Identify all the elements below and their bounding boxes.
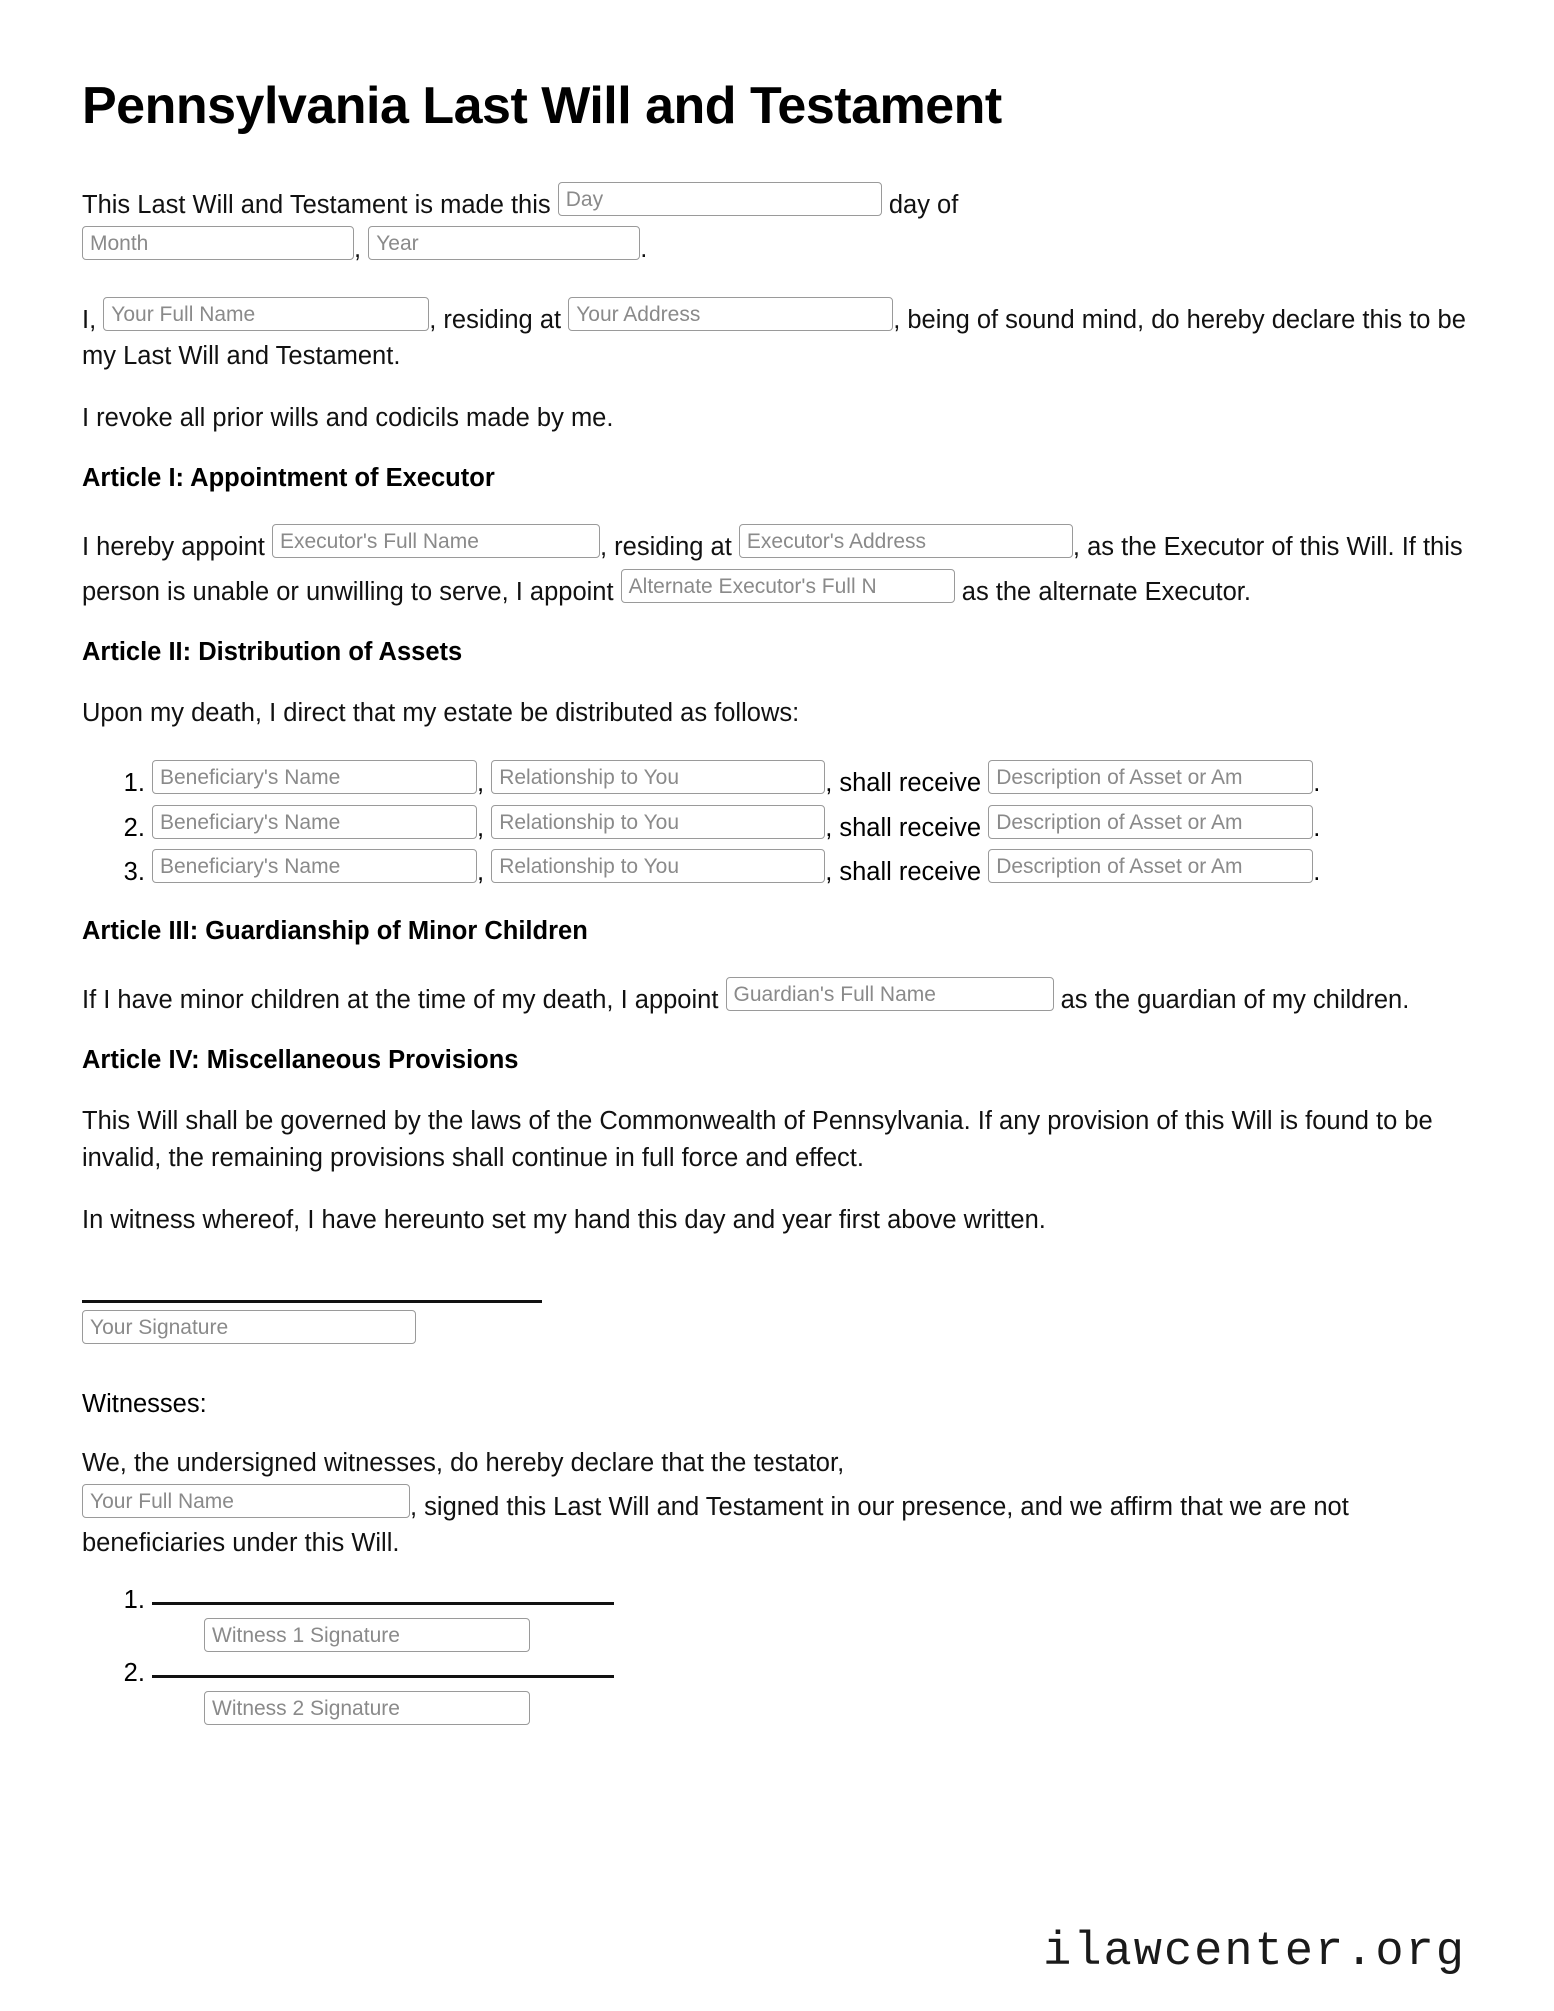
witness-2-rule xyxy=(152,1675,614,1678)
testator-address-input[interactable]: Your Address xyxy=(568,297,893,331)
shall-receive-text-3: , shall receive xyxy=(825,858,982,887)
article-1-heading: Article I: Appointment of Executor xyxy=(82,464,495,493)
beneficiary-name-input-1[interactable]: Beneficiary's Name xyxy=(152,760,477,794)
article-3-text-2: as the guardian of my children. xyxy=(1060,986,1410,1015)
beneficiary-comma-2: , xyxy=(477,813,485,842)
witnesses-heading: Witnesses: xyxy=(82,1390,207,1419)
article-3-heading: Article III: Guardianship of Minor Children xyxy=(82,916,588,945)
article-4-heading: Article IV: Miscellaneous Provisions xyxy=(82,1046,519,1075)
year-input[interactable]: Year xyxy=(368,226,640,260)
witness-2-field-wrap xyxy=(152,1688,1466,1728)
article-3-text-1: If I have minor children at the time of my death, I appoint xyxy=(82,986,719,1015)
beneficiary-list xyxy=(82,757,1466,889)
testator-full-name-input[interactable]: Your Full Name xyxy=(103,297,429,331)
beneficiary-asset-input-2[interactable]: Description of Asset or Am xyxy=(988,805,1313,839)
beneficiary-relationship-input-3[interactable]: Relationship to You xyxy=(491,849,825,883)
executor-address-input[interactable]: Executor's Address xyxy=(739,524,1073,558)
revocation-paragraph: I revoke all prior wills and codicils made by me. xyxy=(82,404,614,432)
witness-declaration-text-1: We, the undersigned witnesses, do hereby declare that the testator, xyxy=(82,1449,845,1478)
list-item xyxy=(152,757,1466,800)
beneficiary-name-input-2[interactable]: Beneficiary's Name xyxy=(152,805,477,839)
article-1-text-3: , as the Executor of this Will. If this person is unable or unwilling to serve, I appoint xyxy=(82,533,1463,606)
witness-declaration-paragraph xyxy=(82,1445,1466,1562)
article-1-text-1: I hereby appoint xyxy=(82,533,265,562)
date-lead-text: This Last Will and Testament is made this xyxy=(82,191,551,220)
alternate-executor-name-input[interactable]: Alternate Executor's Full N xyxy=(621,569,955,603)
month-input[interactable]: Month xyxy=(82,226,354,260)
beneficiary-asset-input-1[interactable]: Description of Asset or Am xyxy=(988,760,1313,794)
witness-signature-list xyxy=(82,1588,1466,1728)
witness-testator-name-input[interactable]: Your Full Name xyxy=(82,1484,410,1518)
signature-block xyxy=(82,1300,1466,1346)
beneficiary-relationship-input-1[interactable]: Relationship to You xyxy=(491,760,825,794)
date-paragraph xyxy=(82,179,1466,267)
testator-signature-input[interactable]: Your Signature xyxy=(82,1310,416,1344)
signature-rule xyxy=(82,1300,542,1303)
beneficiary-name-input-3[interactable]: Beneficiary's Name xyxy=(152,849,477,883)
list-item xyxy=(152,846,1466,889)
article-1-text-2: , residing at xyxy=(599,533,732,562)
page-title: Pennsylvania Last Will and Testament xyxy=(82,77,1002,135)
site-watermark: ilawcenter.org xyxy=(1043,1926,1466,1979)
declaration-prefix: I, xyxy=(82,305,97,334)
comma-after-month: , xyxy=(354,235,362,264)
day-input[interactable]: Day xyxy=(558,182,882,216)
article-2-heading: Article II: Distribution of Assets xyxy=(82,637,463,666)
shall-receive-text-1: , shall receive xyxy=(825,769,982,798)
witness-1-rule xyxy=(152,1602,614,1605)
article-4-body: This Will shall be governed by the laws of the Commonwealth of Pennsylvania. If any provision of this Will is found to be invalid, the remaining provisions shall continue in full force and effect. xyxy=(82,1107,1433,1172)
beneficiary-period-3: . xyxy=(1313,858,1321,887)
beneficiary-period-1: . xyxy=(1313,769,1321,798)
article-3-paragraph xyxy=(82,974,1466,1018)
declaration-paragraph xyxy=(82,294,1466,374)
witness-1-signature-input[interactable]: Witness 1 Signature xyxy=(204,1618,530,1652)
article-1-text-4: as the alternate Executor. xyxy=(961,577,1251,606)
shall-receive-text-2: , shall receive xyxy=(825,813,982,842)
beneficiary-relationship-input-2[interactable]: Relationship to You xyxy=(491,805,825,839)
list-item xyxy=(152,1588,1466,1655)
executor-name-input[interactable]: Executor's Full Name xyxy=(272,524,600,558)
declaration-suffix-text: , being of sound mind, do hereby declare this to be my Last Will and Testament. xyxy=(82,305,1466,370)
list-item xyxy=(152,1661,1466,1728)
article-2-intro: Upon my death, I direct that my estate be distributed as follows: xyxy=(82,698,800,727)
declaration-mid-text: , residing at xyxy=(429,305,562,334)
article-4-witness-clause: In witness whereof, I have hereunto set my hand this day and year first above written. xyxy=(82,1205,1046,1234)
article-1-paragraph xyxy=(82,521,1466,609)
witness-declaration-text-2: , signed this Last Will and Testament in our presence, and we affirm that we are not beneficiaries under this Will. xyxy=(82,1493,1349,1558)
period-after-year: . xyxy=(640,235,648,264)
beneficiary-asset-input-3[interactable]: Description of Asset or Am xyxy=(988,849,1313,883)
witness-1-field-wrap xyxy=(152,1615,1466,1655)
list-item xyxy=(152,802,1466,845)
guardian-name-input[interactable]: Guardian's Full Name xyxy=(726,977,1054,1011)
beneficiary-comma-3: , xyxy=(477,858,485,887)
day-of-text: day of xyxy=(888,191,959,220)
beneficiary-period-2: . xyxy=(1313,813,1321,842)
witness-2-signature-input[interactable]: Witness 2 Signature xyxy=(204,1691,530,1725)
beneficiary-comma-1: , xyxy=(477,769,485,798)
